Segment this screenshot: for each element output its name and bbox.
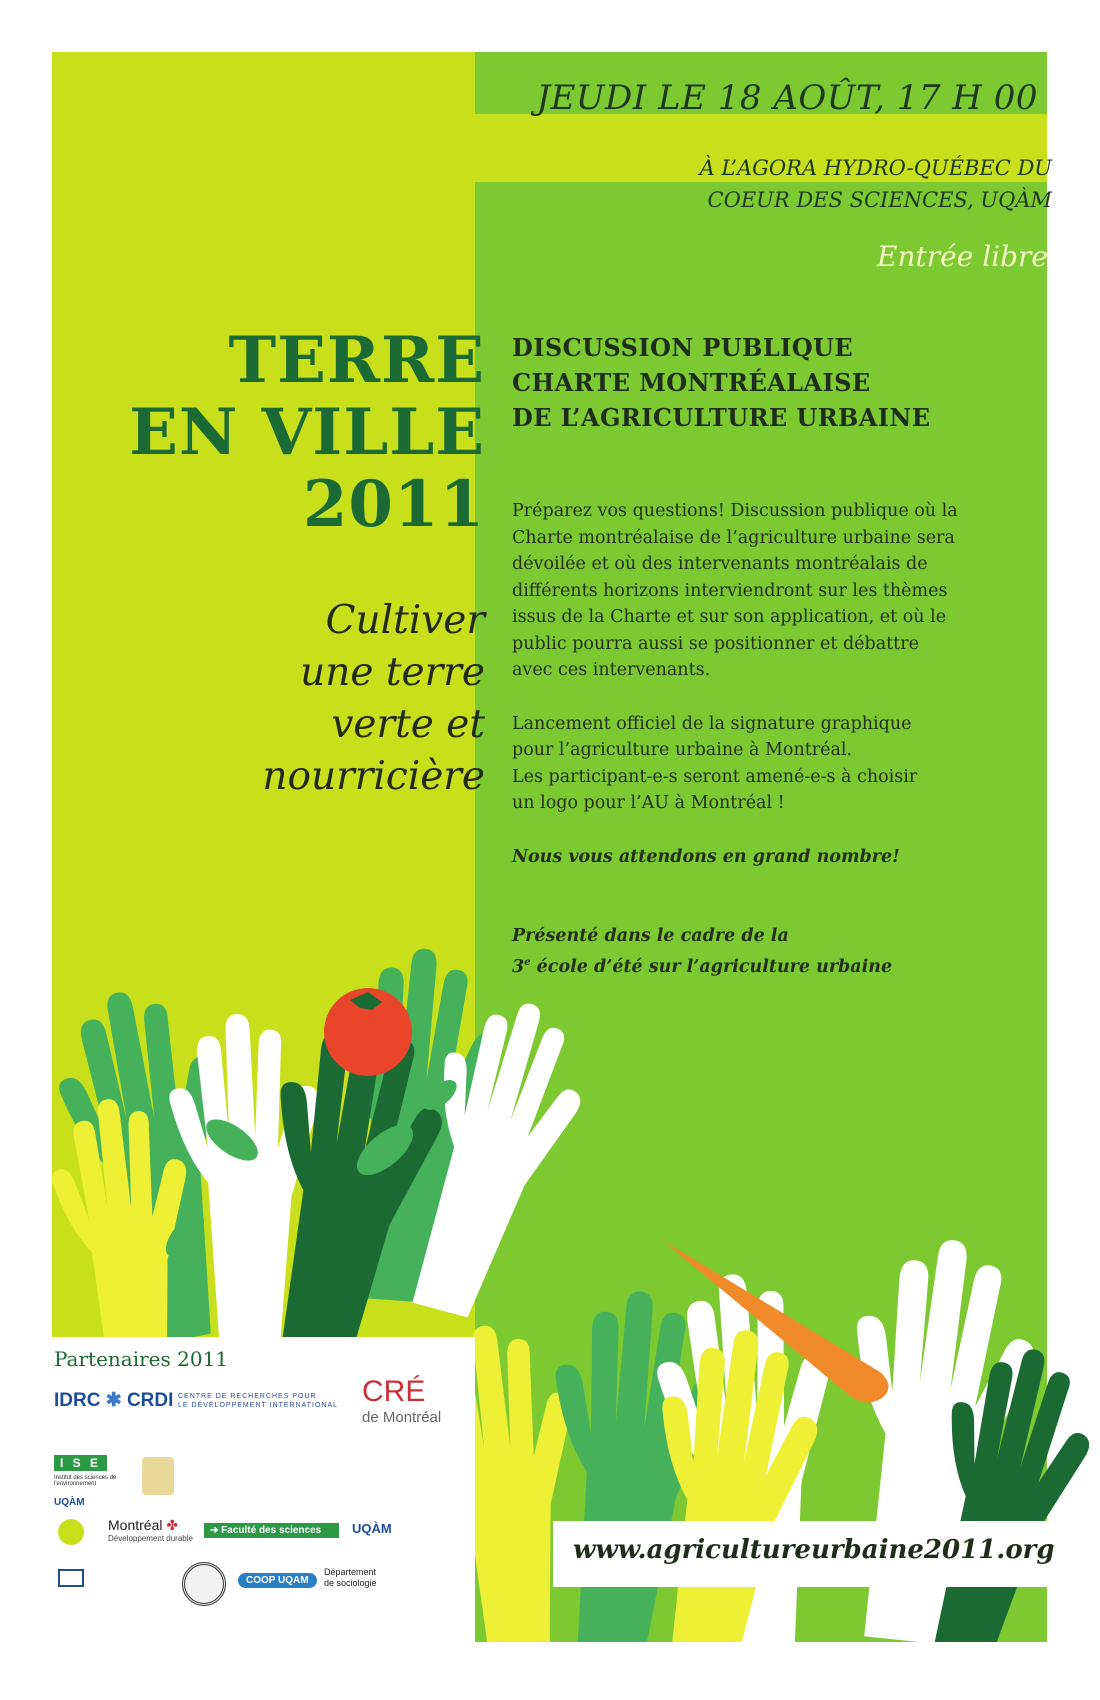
title-line-1: TERRE <box>228 323 485 398</box>
website-box <box>553 1521 1055 1587</box>
p2-line: Les participant-e-s seront amené-e-s à choisir <box>512 766 918 787</box>
p1-line: différents horizons interviendront sur les thèmes <box>512 580 948 601</box>
discussion-heading <box>512 330 930 435</box>
closing-line: Nous vous attendons en grand nombre! <box>512 846 900 867</box>
uqam-logo: UQÀM <box>352 1521 392 1536</box>
crdi-description: CENTRE DE RECHERCHES POUR LE DÉVELOPPEMENT INTERNATIONAL <box>178 1393 339 1409</box>
p1-line: Préparez vos questions! Discussion publique où la <box>512 501 958 521</box>
heading-line-2: CHARTE MONTRÉALAISE <box>512 368 871 397</box>
presented-line-2: 3e école d’été sur l’agriculture urbaine <box>512 956 893 977</box>
heading-line-3: DE L’AGRICULTURE URBAINE <box>512 403 931 432</box>
event-date-time: JEUDI LE 18 AOÛT, 17 H 00 <box>536 78 1038 118</box>
poster-title <box>65 325 485 541</box>
entry-free-label: Entrée libre <box>877 240 1048 273</box>
partners-title: Partenaires 2011 <box>54 1347 229 1371</box>
p1-line: issus de la Charte et sur son application, et où le <box>512 607 947 627</box>
montreal-logo: Montréal ✤ <box>108 1517 179 1533</box>
p1-line: avec ces intervenants. <box>512 660 711 680</box>
poster-subtitle <box>65 595 485 803</box>
venue-line-1: À L’AGORA HYDRO-QUÉBEC DU <box>699 156 1052 180</box>
ise-logo: I S E <box>54 1455 107 1471</box>
partners-panel <box>52 1337 475 1642</box>
title-line-2: EN VILLE <box>129 395 485 470</box>
subtitle-line-4: nourricière <box>262 754 485 799</box>
venue-line-2: COEUR DES SCIENCES, UQÀM <box>707 188 1052 212</box>
subtitle-line-3: verte et <box>331 702 485 747</box>
coop-uqam-logo: COOP UQAM <box>238 1573 317 1588</box>
p2-line: Lancement officiel de la signature graphique <box>512 713 912 734</box>
title-line-3: 2011 <box>302 467 485 542</box>
p1-line: public pourra aussi se positionner et débattre <box>512 633 919 654</box>
p1-line: dévoilée et où des intervenants montréalais de <box>512 554 928 574</box>
p2-line: un logo pour l’AU à Montréal ! <box>512 793 785 813</box>
faculte-logo: ➔ Faculté des sciences <box>204 1523 339 1538</box>
heading-line-1: DISCUSSION PUBLIQUE <box>512 333 854 362</box>
ise-description: Institut des sciences de l'environnement <box>54 1475 117 1487</box>
seal-icon <box>182 1562 226 1606</box>
departement-sociologie-logo: Département de sociologie <box>324 1567 377 1588</box>
website-url[interactable]: www.agricultureurbaine2011.org <box>573 1535 1055 1565</box>
montreal-subtitle: Développement durable <box>108 1534 193 1543</box>
p2-line: pour l’agriculture urbaine à Montréal. <box>512 740 853 760</box>
cre-subtitle: de Montréal <box>362 1409 442 1426</box>
collectif-logo-icon <box>142 1457 174 1495</box>
cre-logo: CRÉ <box>362 1375 426 1408</box>
idrc-logo: IDRC ✱ CRDI <box>54 1390 174 1411</box>
subtitle-line-2: une terre <box>300 650 485 695</box>
p1-line: Charte montréalaise de l’agriculture urbaine sera <box>512 527 955 548</box>
event-venue <box>572 152 1052 216</box>
presented-line-1: Présenté dans le cadre de la <box>512 926 789 946</box>
description-body <box>512 498 992 980</box>
ise-uqam: UQÀM <box>54 1497 85 1508</box>
unesco-icon <box>58 1569 84 1587</box>
subtitle-line-1: Cultiver <box>325 598 485 643</box>
coeur-des-sciences-icon <box>58 1519 84 1545</box>
